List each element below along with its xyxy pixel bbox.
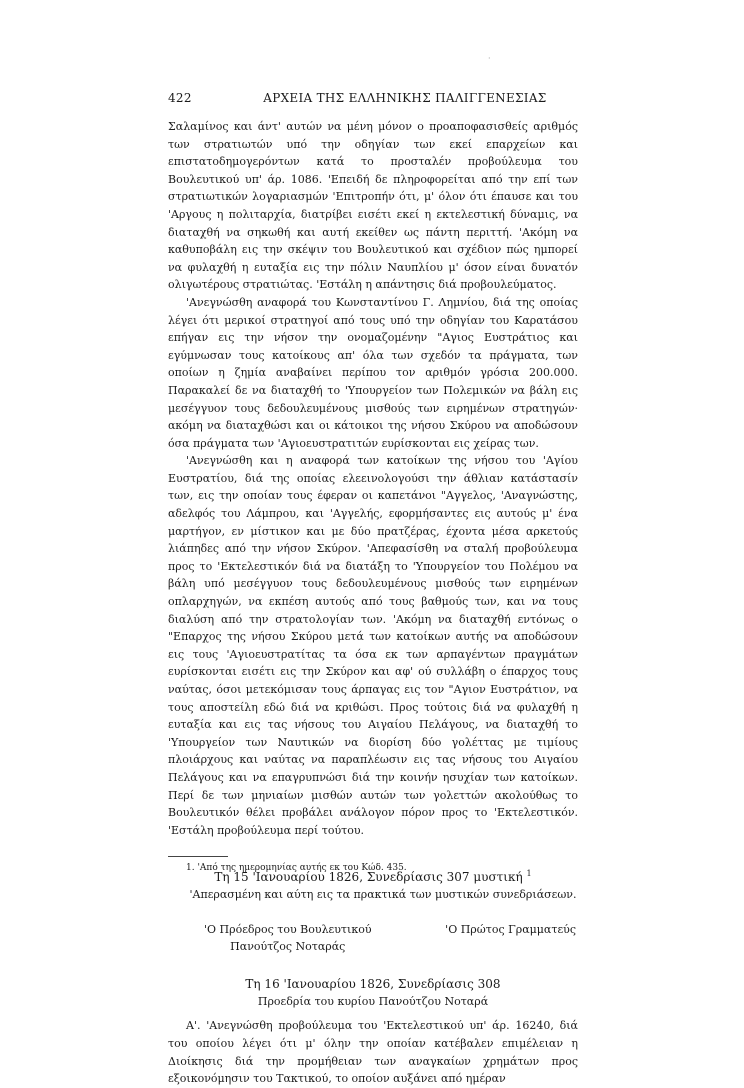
page-number: 422 <box>168 91 192 105</box>
page-body <box>168 118 578 1088</box>
session-308-paragraph: Α'. 'Ανεγνώσθη προβούλευμα του 'Εκτελεστικού υπ' άρ. 16240, διά του οποίου λέγει ότι μ' όλην την οποίαν κατέβαλεν επιμέλειαν η Διοίκησις διά την προμήθειαν των αναγκαίων χρημάτων προς εξοικονόμησιν του Τακτικού, το οποίον αυξάνει από ημέραν <box>168 1019 578 1086</box>
session-307-title-text: Τη 15 'Ιανουαρίου 1826, Συνεδρίασις 307 μυστική <box>214 870 523 885</box>
session-307-subtitle: 'Απερασμένη και αύτη εις τα πρακτικά των μυστικών συνεδριάσεων. <box>189 888 577 902</box>
footnote-divider <box>168 856 228 857</box>
running-header <box>168 91 578 105</box>
signature-president-role: 'Ο Πρόεδρος του Βουλευτικού <box>204 923 372 937</box>
footnote: 1. 'Από της ημερομηνίας αυτής εκ του Κώδ. 435. <box>186 863 407 873</box>
session-308-title: Τη 16 'Ιανουαρίου 1826, Συνεδρίασις 308 <box>245 977 501 992</box>
running-title: ΑΡΧΕΙΑ ΤΗΣ ΕΛΛΗΝΙΚΗΣ ΠΑΛΙΓΓΕΝΕΣΙΑΣ <box>263 91 547 105</box>
footnote-marker: 1 <box>526 869 532 879</box>
paragraph-3: 'Ανεγνώσθη και η αναφορά των κατοίκων της νήσου του 'Αγίου Ευστρατίου, διά της οποίας ελεεινολογούσι την άθλιαν κατάστασίν των, εις την οποίαν τους έφεραν οι καπετάνοι "Αγγελος, 'Αναγνώστης, αδελφός του Λάμπρου, και 'Αγγελής, εφορμήσαντες εις αυτούς μ' ένα μαρτήγον, εν μίστικον και με δύο πρατζέρας, έχοντα μέσα αρκετούς λιάπηδες από την νήσον Σκύρον. 'Απεφασίσθη να σταλή προβούλευμα προς το 'Εκτελεστικόν διά να διατάξη το 'Υπουργείον του Πολέμου να βάλη υπό μεσέγγυον τους δεδουλευμένους μισθούς των ειρημένων οπλαρχηγών, να εκπέση αυτούς από τους βαθμούς των, και να τους διαλύση από την στρατολογίαν των. 'Ακόμη να διαταχθή εντόνως ο "Επαρχος της νήσου Σκύρου μετά των κατοίκων αυτής να αποδώσουν εις τους 'Αγιοευστρατίτας τα όσα εκ των αρπαγέντων πραγμάτων ευρίσκονται εισέτι εις την Σκύρον και αφ' ού συλλάβη ο έπαρχος τους ναύτας, όσοι μετεκόμισαν τους άρπαγας εις τον "Αγιον Ευστράτιον, να τους αποστείλη εδώ διά να κριθώσι. Προς τούτοις διά να φυλαχθή η ευταξία και εις τας νήσους του Αιγαίου Πελάγους, να διαταχθή το 'Υπουργείον των Ναυτικών να διορίση δύο γολέττας με τιμίους πλοιάρχους και ναύτας να παραπλέωσιν εις τας νήσους του Αιγαίου Πελάγους και να επαγρυπνώσι διά την κοινήν ησυχίαν των κατοίκων. Περί δε των μηνιαίων μισθών αυτών των γολεττών ακολούθως το Βουλευτικόν θέλει προβάλει ανάλογον πόρον προς το 'Εκτελεστικόν. 'Εστάλη προβούλευμα περί τούτου. <box>168 454 578 837</box>
signature-secretary <box>445 921 578 955</box>
signature-president-name: Πανούτζος Νοταράς <box>230 940 346 954</box>
signature-secretary-role: 'Ο Πρώτος Γραμματεύς <box>445 923 576 937</box>
paragraph-1: Σαλαμίνος και άντ' αυτών να μένη μόνον ο προαποφασισθείς αριθμός των στρατιωτών υπό την οδηγίαν των εκεί επαρχείων και επιστατοδημογερόντων κατά το προσταλέν προβούλευμα του Βουλευτικού υπ' άρ. 1086. 'Επειδή δε πληροφορείται από την επί των στρατιωτικών λογαριασμών 'Επιτροπήν ότι, μ' όλον ότι έπαυσε και του 'Αργους η πολιταρχία, διατρίβει εισέτι εκεί η εκτελεστική δύναμις, να διαταχθή να σηκωθή και αυτή εκείθεν ως πάντη περιττή. 'Ακόμη να καθυποβάλη εις την σκέψιν του Βουλευτικού και σχέδιον πώς ημπορεί να φυλαχθή η ευταξία εις την πόλιν Ναυπλίου μ' όσον είναι δυνατόν ολιγωτέρους στρατιώτας. 'Εστάλη η απάντησις διά προβουλεύματος. <box>168 120 578 292</box>
signature-president <box>204 921 372 955</box>
scan-speck: · <box>488 54 491 63</box>
session-308-president: Προεδρία του κυρίου Πανούτζου Νοταρά <box>257 995 489 1009</box>
paragraph-2: 'Ανεγνώσθη αναφορά του Κωνσταντίνου Γ. Λημνίου, διά της οποίας λέγει ότι μερικοί στρατηγοί από τους υπό την οδηγίαν του Καρατάσου επήγαν εις την νήσον την ονομαζομένην "Αγιος Ευστράτιος και εγύμνωσαν τους κατοίκους απ' όλα των σχεδόν τα πράγματα, των οποίων η ζημία αναβαίνει περίπου τον αριθμόν γρόσια 200.000. Παρακαλεί δε να διαταχθή το 'Υπουργείον των Πολεμικών να βάλη εις μεσέγγυον τους δεδουλευμένους μισθούς των ειρημένων στρατηγών· ακόμη να διαταχθώσι και οι κάτοικοι της νήσου Σκύρου να αποδώσουν όσα πράγματα των 'Αγιοευστρατιτών ευρίσκονται εις χείρας των. <box>168 295 578 450</box>
signatures <box>168 921 578 955</box>
